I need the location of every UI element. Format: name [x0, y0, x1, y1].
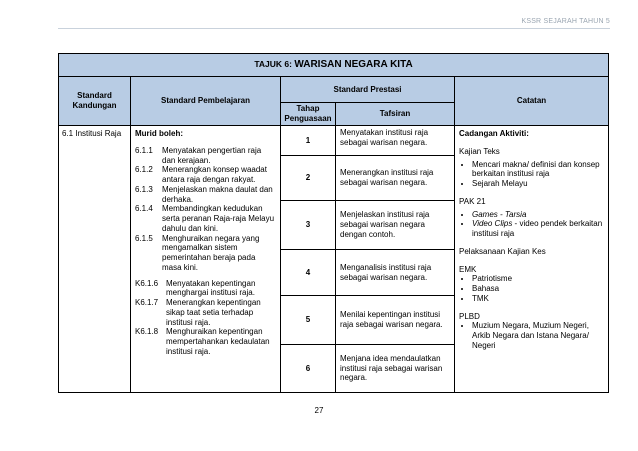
header-rule [58, 28, 610, 29]
tahap-3: 3 [281, 201, 336, 250]
pelaksanaan-label: Pelaksanaan Kajian Kes [459, 246, 546, 256]
tafsiran-2: Menerangkan institusi raja sebagai warisan negara. [336, 156, 455, 201]
header-standard-kandungan: Standard Kandungan [59, 77, 131, 126]
murid-boleh-heading: Murid boleh: [135, 129, 183, 138]
page-number: 27 [314, 406, 324, 415]
plbd-label: PLBD [459, 311, 480, 321]
tafsiran-6: Menjana idea mendaulatkan institusi raja sebagai warisan negara. [336, 345, 455, 393]
objective-item: 6.1.2 Menerangkan konsep waadat antara raja dengan rakyat. [135, 165, 267, 184]
syllabus-table [58, 53, 609, 393]
tahap-2: 2 [281, 156, 336, 201]
emk-item: • Bahasa [472, 284, 604, 294]
standard-pembelajaran-cell [131, 126, 281, 393]
header-tahap-penguasaan: Tahap Penguasaan [281, 103, 336, 126]
cadangan-aktiviti-heading: Cadangan Aktiviti: [459, 129, 529, 138]
emk-item: • TMK [472, 294, 604, 304]
k-objective-item: K6.1.8 Menghuraikan kepentingan mempertahankan kedaulatan institusi raja. [135, 327, 270, 356]
kajian-item: • Mencari makna/ definisi dan konsep berkaitan institusi raja [472, 160, 604, 180]
tahap-1: 1 [281, 126, 336, 156]
tafsiran-3: Menjelaskan institusi raja sebagai warisan negara dengan contoh. [336, 201, 455, 250]
tafsiran-1: Menyatakan institusi raja sebagai warisan negara. [336, 126, 455, 156]
emk-item: • Patriotisme [472, 274, 604, 284]
plbd-item: • Muzium Negara, Muzium Negeri, Arkib Negara dan Istana Negara/ Negeri [472, 321, 604, 350]
objective-item: 6.1.1 Menyatakan pengertian raja dan kerajaan. [135, 145, 262, 165]
k-objective-item: K6.1.6 Menyatakan kepentingan menghargai institusi raja. [135, 278, 256, 298]
tahap-6: 6 [281, 345, 336, 393]
pak-item: • Games - Tarsia [472, 210, 604, 220]
header-standard-pembelajaran: Standard Pembelajaran [131, 77, 281, 126]
standard-kandungan-cell: 6.1 Institusi Raja [59, 126, 131, 393]
tahap-5: 5 [281, 296, 336, 345]
pak21-label: PAK 21 [459, 196, 486, 206]
header-catatan: Catatan [455, 77, 609, 126]
catatan-cell [455, 126, 609, 393]
objective-item: 6.1.5 Menghuraikan negara yang mengamalkan sistem pemerintahan beraja pada masa kini. [135, 233, 260, 272]
emk-label: EMK [459, 264, 477, 274]
tafsiran-4: Menganalisis institusi raja sebagai warisan negara. [336, 250, 455, 296]
kajian-teks-label: Kajian Teks [459, 146, 500, 156]
title-main: WARISAN NEGARA KITA [294, 58, 413, 70]
kajian-item: • Sejarah Melayu [472, 179, 604, 189]
k-objective-item: K6.1.7 Menerangkan kepentingan sikap taat setia terhadap institusi raja. [135, 298, 261, 327]
tahap-4: 4 [281, 250, 336, 296]
objective-item: 6.1.4 Membandingkan kedudukan serta peranan Raja-raja Melayu dahulu dan kini. [135, 204, 275, 233]
pak-item: • Video Clips - video pendek berkaitan institusi raja [472, 219, 604, 239]
title-prefix: TAJUK 6: [254, 58, 292, 69]
page-header: KSSR SEJARAH TAHUN 5 [521, 18, 610, 25]
tafsiran-5: Menilai kepentingan institusi raja sebagai warisan negara. [336, 296, 455, 345]
table-title [59, 54, 609, 77]
objective-item: 6.1.3 Menjelaskan makna daulat dan derhaka. [135, 184, 273, 204]
header-tafsiran: Tafsiran [336, 103, 455, 126]
header-standard-prestasi: Standard Prestasi [281, 77, 455, 103]
